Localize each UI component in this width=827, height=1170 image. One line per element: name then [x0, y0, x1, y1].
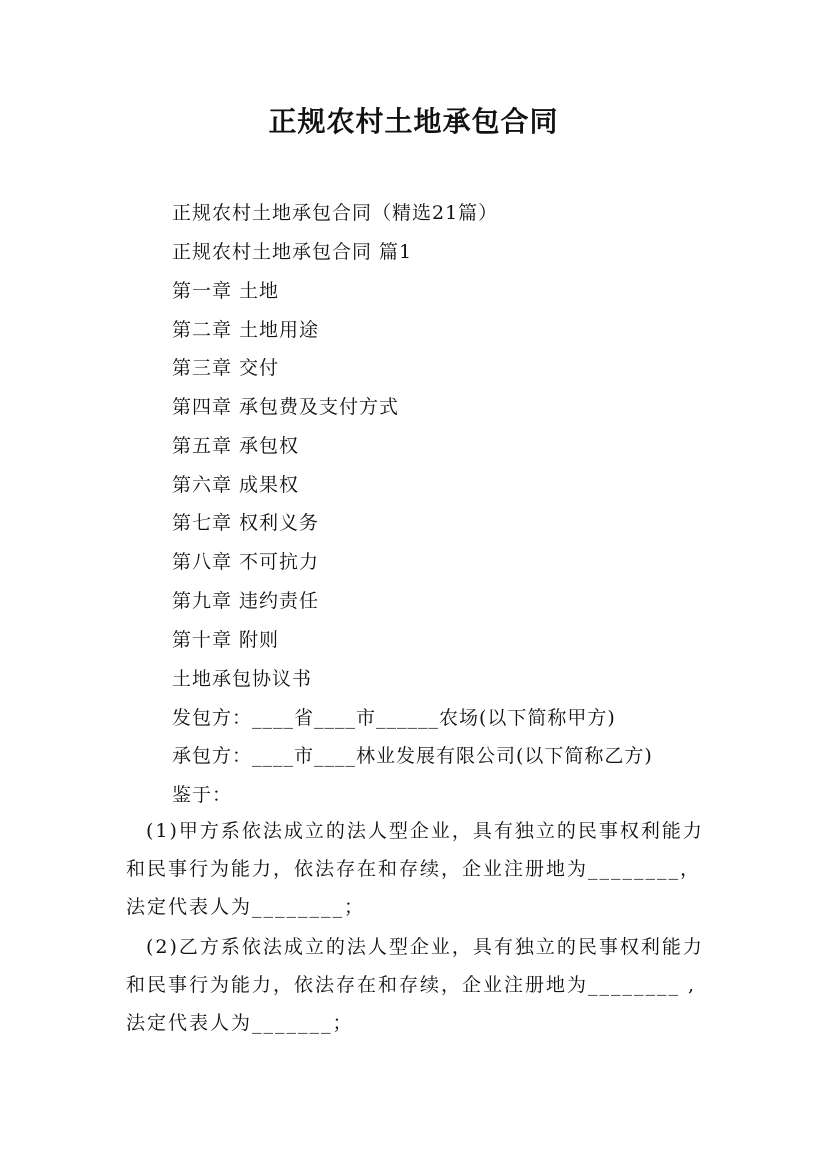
chapter-line: 第二章 土地用途	[172, 319, 320, 341]
chapter-line: 第三章 交付	[172, 357, 280, 379]
party-a-line: 发包方：____省____市______农场(以下简称甲方)	[172, 707, 616, 729]
chapter-line: 第五章 承包权	[172, 435, 300, 457]
chapter-line: 第十章 附则	[172, 629, 280, 651]
clause-paragraph: (1)甲方系依法成立的法人型企业，具有独立的民事权利能力和民事行为能力，依法存在和存续，企业注册地为________，法定代表人为________；	[126, 820, 704, 918]
section-heading: 土地承包协议书	[172, 668, 313, 690]
document-line: 正规农村土地承包合同 篇1	[172, 241, 413, 263]
document-title: 正规农村土地承包合同	[268, 105, 559, 138]
chapter-line: 第六章 成果权	[172, 474, 300, 496]
chapter-line: 第一章 土地	[172, 280, 280, 302]
chapter-line: 第八章 不可抗力	[172, 551, 320, 573]
clause-paragraph: (2)乙方系依法成立的法人型企业，具有独立的民事权利能力和民事行为能力，依法存在和存续，企业注册地为________ ,法定代表人为_______；	[126, 936, 704, 1034]
whereas-line: 鉴于：	[172, 784, 233, 806]
party-b-line: 承包方：____市____林业发展有限公司(以下简称乙方)	[172, 745, 653, 767]
chapter-line: 第七章 权利义务	[172, 512, 320, 534]
document-line: 正规农村土地承包合同（精选21篇）	[172, 202, 499, 224]
chapter-line: 第四章 承包费及支付方式	[172, 396, 400, 418]
chapter-line: 第九章 违约责任	[172, 590, 320, 612]
